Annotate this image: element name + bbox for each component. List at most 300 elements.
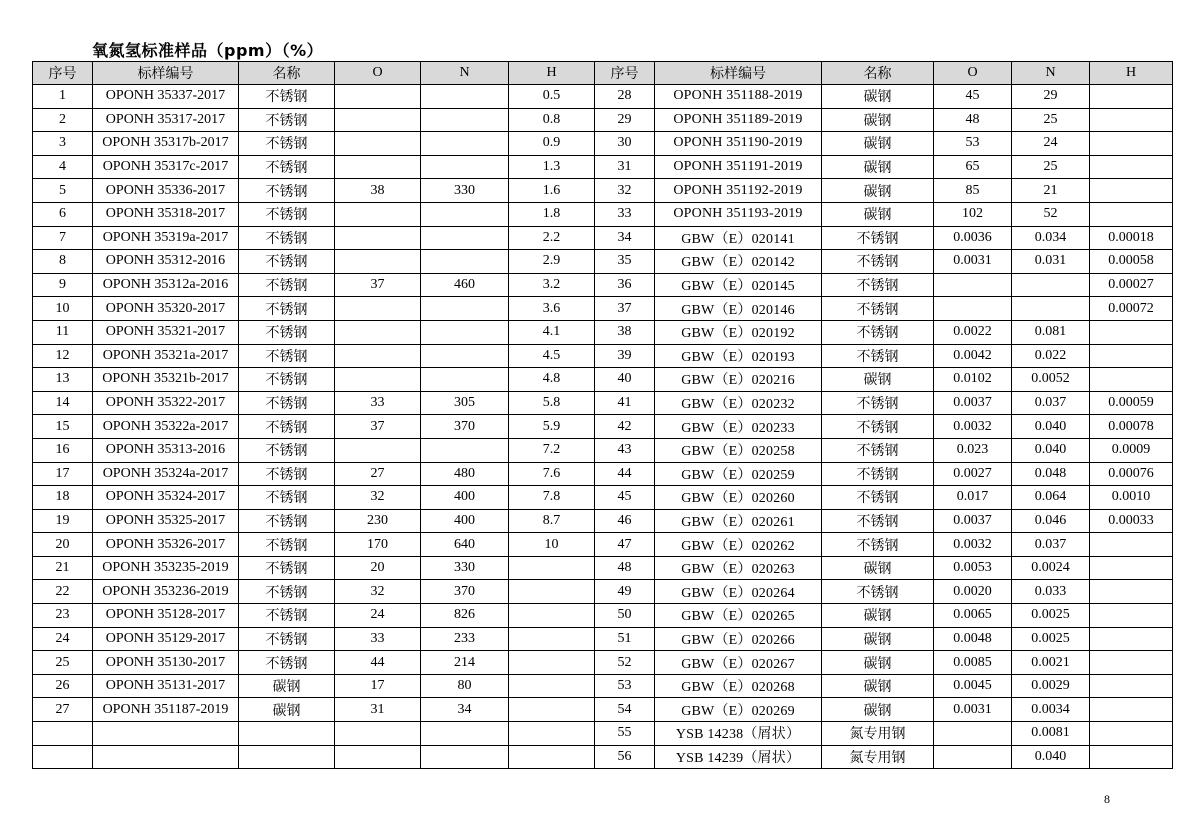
left-seq-cell: 21	[33, 556, 93, 580]
left-h-cell: 0.9	[509, 132, 595, 156]
left-name-cell: 不锈钢	[239, 108, 335, 132]
right-code-cell: OPONH 351188-2019	[655, 85, 822, 109]
left-code-cell: OPONH 35322-2017	[93, 391, 239, 415]
table-row	[33, 651, 1173, 675]
left-n-cell: 640	[421, 533, 509, 557]
right-name-cell: 不锈钢	[822, 391, 934, 415]
right-h-cell: 0.00072	[1090, 297, 1173, 321]
table-row	[33, 438, 1173, 462]
left-seq-cell: 16	[33, 438, 93, 462]
right-name-cell: 不锈钢	[822, 297, 934, 321]
right-name-cell: 碳钢	[822, 85, 934, 109]
table-row	[33, 509, 1173, 533]
right-seq-cell: 33	[595, 202, 655, 226]
right-name-cell: 不锈钢	[822, 486, 934, 510]
table-row	[33, 627, 1173, 651]
right-o-cell: 0.0022	[934, 320, 1012, 344]
right-name-cell: 不锈钢	[822, 533, 934, 557]
right-h-cell	[1090, 604, 1173, 628]
right-n-cell: 25	[1012, 155, 1090, 179]
right-name-cell: 碳钢	[822, 179, 934, 203]
right-name-cell: 不锈钢	[822, 226, 934, 250]
left-seq-cell: 2	[33, 108, 93, 132]
left-seq-cell: 17	[33, 462, 93, 486]
left-code-cell: OPONH 35317b-2017	[93, 132, 239, 156]
left-seq-cell: 27	[33, 698, 93, 722]
right-code-cell: GBW（E）020268	[655, 674, 822, 698]
left-code-cell: OPONH 35326-2017	[93, 533, 239, 557]
left-code-cell: OPONH 35325-2017	[93, 509, 239, 533]
left-seq-cell: 23	[33, 604, 93, 628]
table-row	[33, 155, 1173, 179]
header-o-left: O	[335, 62, 421, 85]
left-name-cell: 不锈钢	[239, 486, 335, 510]
right-code-cell: GBW（E）020192	[655, 320, 822, 344]
right-h-cell: 0.00058	[1090, 250, 1173, 274]
right-seq-cell: 51	[595, 627, 655, 651]
left-code-cell: OPONH 35337-2017	[93, 85, 239, 109]
table-row	[33, 556, 1173, 580]
left-code-cell: OPONH 35322a-2017	[93, 415, 239, 439]
right-h-cell: 0.00018	[1090, 226, 1173, 250]
left-code-cell: OPONH 35318-2017	[93, 202, 239, 226]
left-code-cell: OPONH 35321-2017	[93, 320, 239, 344]
left-h-cell: 1.8	[509, 202, 595, 226]
right-seq-cell: 30	[595, 132, 655, 156]
left-code-cell: OPONH 35321a-2017	[93, 344, 239, 368]
left-o-cell	[335, 297, 421, 321]
left-n-cell	[421, 250, 509, 274]
right-n-cell: 0.040	[1012, 745, 1090, 769]
left-n-cell: 370	[421, 580, 509, 604]
left-name-cell: 不锈钢	[239, 226, 335, 250]
right-o-cell: 0.0032	[934, 415, 1012, 439]
left-name-cell	[239, 722, 335, 746]
right-name-cell: 不锈钢	[822, 509, 934, 533]
right-n-cell: 0.022	[1012, 344, 1090, 368]
table-row	[33, 722, 1173, 746]
left-name-cell: 不锈钢	[239, 273, 335, 297]
left-code-cell: OPONH 35321b-2017	[93, 368, 239, 392]
right-o-cell	[934, 722, 1012, 746]
left-n-cell	[421, 85, 509, 109]
right-name-cell: 不锈钢	[822, 320, 934, 344]
right-seq-cell: 39	[595, 344, 655, 368]
right-code-cell: YSB 14239（屑状）	[655, 745, 822, 769]
left-seq-cell: 18	[33, 486, 93, 510]
left-name-cell: 不锈钢	[239, 132, 335, 156]
right-n-cell: 0.0034	[1012, 698, 1090, 722]
left-name-cell: 不锈钢	[239, 179, 335, 203]
right-n-cell: 29	[1012, 85, 1090, 109]
right-code-cell: OPONH 351193-2019	[655, 202, 822, 226]
left-o-cell: 44	[335, 651, 421, 675]
right-code-cell: YSB 14238（屑状）	[655, 722, 822, 746]
left-name-cell: 不锈钢	[239, 344, 335, 368]
right-n-cell: 24	[1012, 132, 1090, 156]
left-h-cell: 5.9	[509, 415, 595, 439]
right-name-cell: 碳钢	[822, 368, 934, 392]
table-row	[33, 85, 1173, 109]
left-n-cell	[421, 202, 509, 226]
left-h-cell: 10	[509, 533, 595, 557]
right-seq-cell: 40	[595, 368, 655, 392]
right-seq-cell: 32	[595, 179, 655, 203]
left-h-cell	[509, 604, 595, 628]
left-h-cell	[509, 556, 595, 580]
right-code-cell: GBW（E）020260	[655, 486, 822, 510]
left-name-cell: 不锈钢	[239, 368, 335, 392]
right-h-cell	[1090, 368, 1173, 392]
left-h-cell: 1.3	[509, 155, 595, 179]
right-n-cell: 0.0052	[1012, 368, 1090, 392]
right-name-cell: 碳钢	[822, 202, 934, 226]
standard-samples-table	[32, 61, 1173, 769]
left-name-cell: 不锈钢	[239, 462, 335, 486]
right-h-cell	[1090, 745, 1173, 769]
right-name-cell: 碳钢	[822, 651, 934, 675]
left-name-cell: 不锈钢	[239, 202, 335, 226]
right-seq-cell: 42	[595, 415, 655, 439]
right-o-cell: 0.0037	[934, 391, 1012, 415]
left-o-cell: 32	[335, 580, 421, 604]
right-n-cell: 25	[1012, 108, 1090, 132]
table-row	[33, 533, 1173, 557]
right-h-cell: 0.00059	[1090, 391, 1173, 415]
left-h-cell	[509, 651, 595, 675]
left-seq-cell: 4	[33, 155, 93, 179]
left-n-cell: 34	[421, 698, 509, 722]
table-row	[33, 297, 1173, 321]
right-code-cell: GBW（E）020266	[655, 627, 822, 651]
left-seq-cell: 26	[33, 674, 93, 698]
right-code-cell: GBW（E）020259	[655, 462, 822, 486]
right-seq-cell: 37	[595, 297, 655, 321]
right-name-cell: 碳钢	[822, 132, 934, 156]
right-h-cell	[1090, 651, 1173, 675]
left-o-cell	[335, 108, 421, 132]
left-o-cell	[335, 226, 421, 250]
left-seq-cell: 20	[33, 533, 93, 557]
left-o-cell: 230	[335, 509, 421, 533]
right-o-cell: 0.0037	[934, 509, 1012, 533]
left-seq-cell: 19	[33, 509, 93, 533]
left-seq-cell: 9	[33, 273, 93, 297]
left-code-cell: OPONH 35129-2017	[93, 627, 239, 651]
right-seq-cell: 49	[595, 580, 655, 604]
header-seq-left: 序号	[33, 62, 93, 85]
right-h-cell	[1090, 580, 1173, 604]
left-o-cell	[335, 155, 421, 179]
right-seq-cell: 54	[595, 698, 655, 722]
left-name-cell: 不锈钢	[239, 438, 335, 462]
header-o-right: O	[934, 62, 1012, 85]
table-row	[33, 132, 1173, 156]
left-n-cell	[421, 320, 509, 344]
right-o-cell: 0.0031	[934, 250, 1012, 274]
left-seq-cell: 5	[33, 179, 93, 203]
left-o-cell	[335, 438, 421, 462]
left-seq-cell: 12	[33, 344, 93, 368]
right-seq-cell: 44	[595, 462, 655, 486]
left-name-cell: 不锈钢	[239, 250, 335, 274]
right-h-cell	[1090, 533, 1173, 557]
left-name-cell	[239, 745, 335, 769]
left-code-cell: OPONH 35336-2017	[93, 179, 239, 203]
left-n-cell: 400	[421, 509, 509, 533]
left-n-cell: 214	[421, 651, 509, 675]
table-row	[33, 415, 1173, 439]
document-title: 氧氮氢标准样品（ppm）（%）	[92, 41, 324, 60]
right-o-cell: 102	[934, 202, 1012, 226]
left-name-cell: 不锈钢	[239, 320, 335, 344]
left-seq-cell: 8	[33, 250, 93, 274]
left-n-cell	[421, 297, 509, 321]
left-n-cell: 330	[421, 179, 509, 203]
right-seq-cell: 28	[595, 85, 655, 109]
right-name-cell: 不锈钢	[822, 344, 934, 368]
table-row	[33, 580, 1173, 604]
left-h-cell: 8.7	[509, 509, 595, 533]
left-code-cell: OPONH 35320-2017	[93, 297, 239, 321]
left-code-cell: OPONH 35312a-2016	[93, 273, 239, 297]
left-code-cell	[93, 722, 239, 746]
right-o-cell: 0.0053	[934, 556, 1012, 580]
right-name-cell: 不锈钢	[822, 415, 934, 439]
right-o-cell: 0.0065	[934, 604, 1012, 628]
right-h-cell	[1090, 344, 1173, 368]
left-seq-cell: 11	[33, 320, 93, 344]
right-code-cell: GBW（E）020261	[655, 509, 822, 533]
right-seq-cell: 36	[595, 273, 655, 297]
left-o-cell: 24	[335, 604, 421, 628]
left-n-cell	[421, 344, 509, 368]
right-h-cell	[1090, 108, 1173, 132]
left-seq-cell: 7	[33, 226, 93, 250]
header-name-right: 名称	[822, 62, 934, 85]
right-seq-cell: 53	[595, 674, 655, 698]
right-h-cell	[1090, 85, 1173, 109]
left-o-cell	[335, 368, 421, 392]
right-code-cell: OPONH 351190-2019	[655, 132, 822, 156]
left-o-cell	[335, 132, 421, 156]
right-code-cell: GBW（E）020269	[655, 698, 822, 722]
left-code-cell: OPONH 35317-2017	[93, 108, 239, 132]
left-o-cell: 32	[335, 486, 421, 510]
left-h-cell: 3.6	[509, 297, 595, 321]
left-code-cell: OPONH 353235-2019	[93, 556, 239, 580]
right-name-cell: 不锈钢	[822, 250, 934, 274]
left-name-cell: 不锈钢	[239, 85, 335, 109]
left-name-cell: 不锈钢	[239, 415, 335, 439]
right-n-cell: 0.048	[1012, 462, 1090, 486]
left-code-cell	[93, 745, 239, 769]
left-n-cell: 305	[421, 391, 509, 415]
left-h-cell: 7.8	[509, 486, 595, 510]
right-name-cell: 碳钢	[822, 155, 934, 179]
left-h-cell: 0.8	[509, 108, 595, 132]
right-name-cell: 氮专用钢	[822, 722, 934, 746]
right-o-cell: 45	[934, 85, 1012, 109]
right-code-cell: GBW（E）020232	[655, 391, 822, 415]
right-name-cell: 碳钢	[822, 108, 934, 132]
left-o-cell	[335, 344, 421, 368]
left-n-cell	[421, 132, 509, 156]
left-code-cell: OPONH 353236-2019	[93, 580, 239, 604]
right-n-cell	[1012, 297, 1090, 321]
left-name-cell: 不锈钢	[239, 627, 335, 651]
left-n-cell	[421, 108, 509, 132]
table-row	[33, 273, 1173, 297]
left-name-cell: 碳钢	[239, 698, 335, 722]
left-h-cell	[509, 698, 595, 722]
right-h-cell: 0.0009	[1090, 438, 1173, 462]
table-row	[33, 368, 1173, 392]
left-seq-cell: 15	[33, 415, 93, 439]
left-name-cell: 不锈钢	[239, 580, 335, 604]
left-h-cell: 2.2	[509, 226, 595, 250]
left-seq-cell: 25	[33, 651, 93, 675]
header-name-left: 名称	[239, 62, 335, 85]
right-h-cell	[1090, 132, 1173, 156]
right-code-cell: GBW（E）020142	[655, 250, 822, 274]
right-n-cell: 0.081	[1012, 320, 1090, 344]
left-seq-cell: 14	[33, 391, 93, 415]
left-n-cell: 233	[421, 627, 509, 651]
right-o-cell: 0.0027	[934, 462, 1012, 486]
right-n-cell: 0.064	[1012, 486, 1090, 510]
right-o-cell: 0.0020	[934, 580, 1012, 604]
right-n-cell: 0.033	[1012, 580, 1090, 604]
left-code-cell: OPONH 35324-2017	[93, 486, 239, 510]
table-row	[33, 745, 1173, 769]
left-o-cell: 37	[335, 273, 421, 297]
left-seq-cell: 22	[33, 580, 93, 604]
left-name-cell: 不锈钢	[239, 297, 335, 321]
left-o-cell: 37	[335, 415, 421, 439]
left-h-cell	[509, 745, 595, 769]
left-code-cell: OPONH 35128-2017	[93, 604, 239, 628]
table-row	[33, 698, 1173, 722]
right-o-cell	[934, 297, 1012, 321]
right-code-cell: GBW（E）020265	[655, 604, 822, 628]
left-h-cell: 4.5	[509, 344, 595, 368]
right-o-cell: 0.0031	[934, 698, 1012, 722]
right-code-cell: GBW（E）020141	[655, 226, 822, 250]
right-code-cell: GBW（E）020193	[655, 344, 822, 368]
left-seq-cell: 13	[33, 368, 93, 392]
right-n-cell: 0.0021	[1012, 651, 1090, 675]
right-o-cell: 0.0036	[934, 226, 1012, 250]
right-seq-cell: 29	[595, 108, 655, 132]
left-code-cell: OPONH 35319a-2017	[93, 226, 239, 250]
right-seq-cell: 55	[595, 722, 655, 746]
header-code-left: 标样编号	[93, 62, 239, 85]
table-row	[33, 179, 1173, 203]
left-code-cell: OPONH 35317c-2017	[93, 155, 239, 179]
left-o-cell	[335, 85, 421, 109]
right-seq-cell: 41	[595, 391, 655, 415]
left-n-cell: 826	[421, 604, 509, 628]
left-o-cell: 33	[335, 627, 421, 651]
left-n-cell: 80	[421, 674, 509, 698]
left-n-cell	[421, 722, 509, 746]
left-code-cell: OPONH 351187-2019	[93, 698, 239, 722]
left-h-cell	[509, 674, 595, 698]
page-number: 8	[1104, 792, 1110, 806]
left-name-cell: 不锈钢	[239, 391, 335, 415]
right-code-cell: GBW（E）020258	[655, 438, 822, 462]
left-o-cell	[335, 250, 421, 274]
header-seq-right: 序号	[595, 62, 655, 85]
left-seq-cell: 1	[33, 85, 93, 109]
right-n-cell: 0.0029	[1012, 674, 1090, 698]
left-h-cell: 7.2	[509, 438, 595, 462]
left-seq-cell	[33, 722, 93, 746]
right-o-cell: 0.0045	[934, 674, 1012, 698]
right-name-cell: 碳钢	[822, 698, 934, 722]
right-n-cell: 0.040	[1012, 438, 1090, 462]
right-name-cell: 碳钢	[822, 604, 934, 628]
left-seq-cell: 6	[33, 202, 93, 226]
header-n-left: N	[421, 62, 509, 85]
right-name-cell: 碳钢	[822, 627, 934, 651]
left-name-cell: 碳钢	[239, 674, 335, 698]
right-code-cell: GBW（E）020262	[655, 533, 822, 557]
left-o-cell: 170	[335, 533, 421, 557]
left-n-cell	[421, 226, 509, 250]
left-h-cell: 5.8	[509, 391, 595, 415]
left-n-cell: 400	[421, 486, 509, 510]
right-o-cell: 0.0085	[934, 651, 1012, 675]
left-seq-cell: 10	[33, 297, 93, 321]
right-seq-cell: 43	[595, 438, 655, 462]
left-name-cell: 不锈钢	[239, 509, 335, 533]
right-seq-cell: 50	[595, 604, 655, 628]
right-code-cell: OPONH 351191-2019	[655, 155, 822, 179]
right-code-cell: GBW（E）020263	[655, 556, 822, 580]
right-h-cell: 0.00076	[1090, 462, 1173, 486]
left-name-cell: 不锈钢	[239, 604, 335, 628]
right-h-cell	[1090, 674, 1173, 698]
right-code-cell: GBW（E）020216	[655, 368, 822, 392]
header-code-right: 标样编号	[655, 62, 822, 85]
left-name-cell: 不锈钢	[239, 155, 335, 179]
table-row	[33, 108, 1173, 132]
table-row	[33, 202, 1173, 226]
left-h-cell: 4.8	[509, 368, 595, 392]
right-n-cell: 0.037	[1012, 391, 1090, 415]
left-n-cell: 460	[421, 273, 509, 297]
right-o-cell: 53	[934, 132, 1012, 156]
right-h-cell	[1090, 556, 1173, 580]
right-n-cell: 0.0025	[1012, 627, 1090, 651]
left-h-cell	[509, 627, 595, 651]
left-h-cell: 2.9	[509, 250, 595, 274]
right-n-cell: 0.0081	[1012, 722, 1090, 746]
left-h-cell: 7.6	[509, 462, 595, 486]
right-o-cell	[934, 273, 1012, 297]
right-seq-cell: 52	[595, 651, 655, 675]
left-n-cell	[421, 745, 509, 769]
left-o-cell	[335, 745, 421, 769]
right-o-cell	[934, 745, 1012, 769]
left-seq-cell: 3	[33, 132, 93, 156]
left-o-cell	[335, 202, 421, 226]
table-row	[33, 391, 1173, 415]
left-n-cell: 480	[421, 462, 509, 486]
right-h-cell	[1090, 155, 1173, 179]
